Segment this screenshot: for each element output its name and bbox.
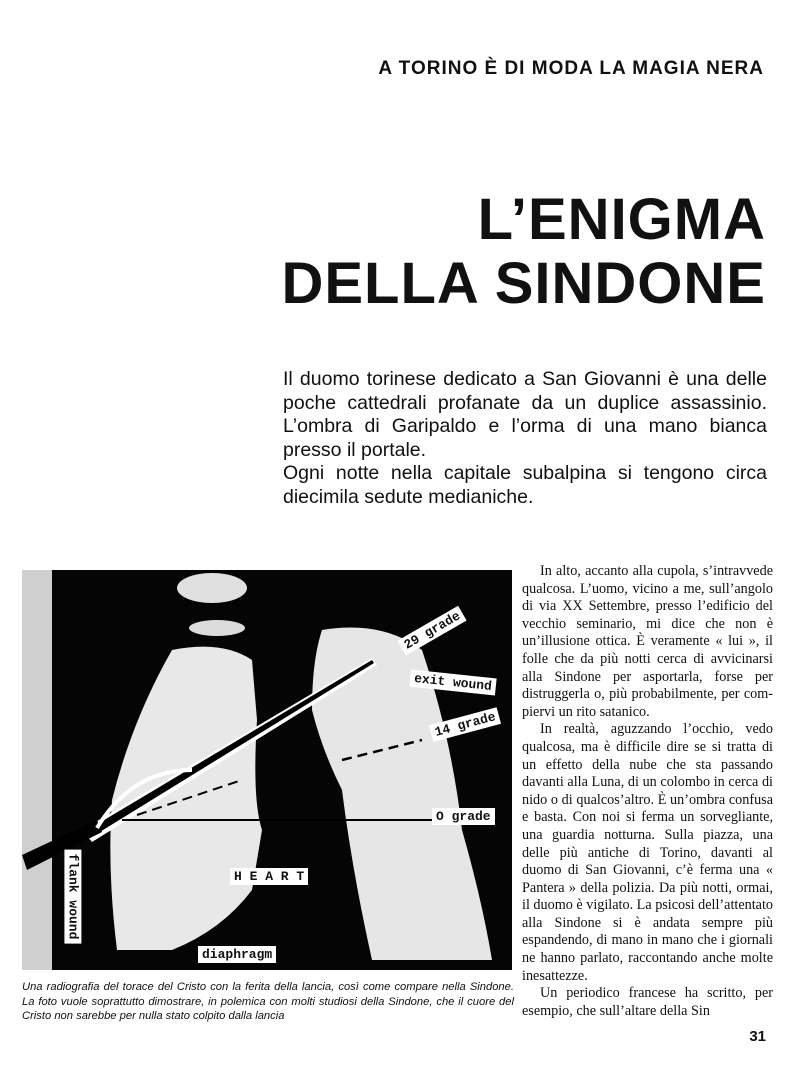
body-paragraph-1: In alto, accanto alla cupola, s’intravvede qualcosa. L’uomo, vicino a me, sull’angolo di via XX Settembre, presso l’edificio del vecchio seminario, mi dice che non è un’illusione ottica. È veramente « lui », il folle che da più notti cerca di avvicinarsi alla Sindone per asportarla, forse per distruggerla o, più probabilmente, per compiervi un rito satanico. [522, 563, 773, 720]
caption-text: Una radiografia del torace del Cristo con la ferita della lancia, così come compare nella Sindone. La foto vuole soprattutto dimostrare, in polemica con molti studiosi della Sindone, che il cuore del Cristo non sarebbe per nulla stato colpito dalla lancia [22, 981, 514, 1022]
article-body [522, 563, 773, 1020]
label-29-grade: 29 grade [397, 606, 466, 656]
body-paragraph-3: Un periodico francese ha scritto, per esempio, che sull’altare della Sin [522, 985, 773, 1019]
label-flank-wound: flank wound [64, 850, 81, 944]
title-line-2: DELLA SINDONE [281, 251, 766, 316]
label-heart: H E A R T [230, 868, 308, 885]
title-line-1: L’ENIGMA [477, 187, 766, 252]
rib-shape [189, 620, 245, 636]
photo-left-border [22, 570, 52, 970]
label-14-grade: 14 grade [429, 707, 501, 742]
lead-text-1: Il duomo torinese dedicato a San Giovanni è una delle poche cattedrali profanate da un duplice assassinio. L’ombra di Garipaldo e l’orma di una mano bianca presso il portale. [283, 368, 767, 461]
lead-text-2: Ogni notte nella capitale subalpina si tengono circa diecimila sedute medianiche. [283, 462, 767, 508]
label-0-grade: O grade [432, 808, 495, 825]
label-exit-wound: exit wound [409, 670, 496, 696]
photo-caption [22, 980, 514, 1024]
section-kicker: A TORINO È DI MODA LA MAGIA NERA [378, 58, 764, 79]
clavicle-shape [177, 573, 247, 603]
body-paragraph-2: In realtà, aguzzando l’occhio, vedo qualcosa, ma è difficile dire se si tratta di un effetto della nube che sta passando davanti alla Luna, di un colombo in cerca di nido o di qualcos’altro. È un’ombra confusa e basta. Con noi si ferma un sorvegliante, una guardia notturna. Sulla piazza, una delle più antiche di Torino, davanti al duomo di San Giovanni, c’è ferma una « Pantera » della polizia. Da più notti, ormai, il duomo è vigilato. La psicosi dell’attentato alla Sindone si è andata sempre più espandendo, di mano in mano che i giornali ne hanno parlato, raccontando anche molte inesattezze. [522, 721, 773, 984]
page-number: 31 [749, 1028, 766, 1045]
lead-paragraph [283, 368, 767, 509]
article-title [281, 188, 766, 316]
label-diaphragm: diaphragm [198, 946, 276, 963]
xray-photo [22, 570, 512, 970]
